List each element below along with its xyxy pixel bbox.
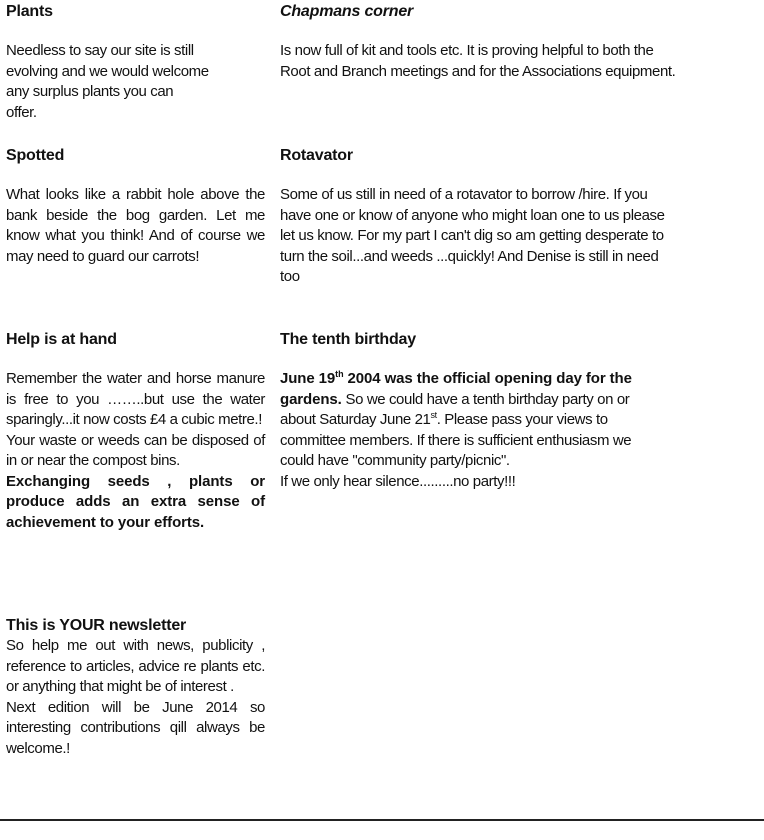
newsletter-heading: This is YOUR newsletter xyxy=(6,617,187,634)
plants-heading: Plants xyxy=(6,3,53,20)
rotavator-line-2: have one or know of anyone who might loan one to us please xyxy=(280,206,665,224)
birthday-line-4: committee members. If there is sufficient enthusiasm we xyxy=(280,431,632,449)
chapmans-section xyxy=(280,1,764,82)
rotavator-heading: Rotavator xyxy=(280,147,353,164)
newsletter-next-edition-text: Next edition will be June 2014 so interesting contributions qill always be welcome.! xyxy=(6,698,265,757)
plants-section xyxy=(6,1,265,123)
plants-line-1: Needless to say our site is still xyxy=(6,42,194,59)
birthday-line-6: If we only hear silence.........no party!!! xyxy=(280,472,516,490)
birthday-line-3-sup: st xyxy=(430,410,437,420)
newsletter-help-text: So help me out with news, publicity , reference to articles, advice re plants etc. or anything that might be of interest . xyxy=(6,637,265,695)
spotted-heading: Spotted xyxy=(6,147,65,164)
birthday-heading: The tenth birthday xyxy=(280,331,416,348)
chapmans-line-1: Is now full of kit and tools etc. It is proving helpful to both the xyxy=(280,42,654,59)
help-exchange-text: Exchanging seeds , plants or produce adds an extra sense of achievement to your efforts. xyxy=(6,472,265,531)
help-waste-text: Your waste or weeds can be disposed of in or near the compost bins. xyxy=(6,431,265,469)
plants-line-4: offer. xyxy=(6,103,37,121)
birthday-line-3 xyxy=(280,410,764,431)
help-water-text: Remember the water and horse manure is free to you ……..but use the water sparingly...it now costs £4 a cubic metre.! xyxy=(6,370,265,428)
birthday-line-3-a: about Saturday June 21 xyxy=(280,411,431,428)
chapmans-heading: Chapmans corner xyxy=(280,3,414,20)
birthday-line-1-b: 2004 was the official opening day for the xyxy=(343,370,632,387)
birthday-line-5: could have "community party/picnic". xyxy=(280,452,510,469)
birthday-line-2-bold: gardens. xyxy=(280,390,342,408)
birthday-line-2-rest: So we could have a tenth birthday party on or xyxy=(341,390,630,408)
rotavator-section xyxy=(280,145,764,288)
birthday-section xyxy=(280,329,764,492)
spotted-section xyxy=(6,145,265,267)
rotavator-line-3: let us know. For my part I can't dig so am getting desperate to xyxy=(280,227,664,244)
rotavator-line-4: turn the soil...and weeds ...quickly! And Denise is still in need xyxy=(280,247,659,265)
help-heading: Help is at hand xyxy=(6,331,117,348)
birthday-line-1-sup: th xyxy=(335,369,344,379)
birthday-line-3-b: . Please pass your views to xyxy=(436,411,608,428)
birthday-line-2 xyxy=(280,390,764,411)
plants-line-3: any surplus plants you can xyxy=(6,83,174,100)
rotavator-line-5: too xyxy=(280,268,300,285)
plants-line-2: evolving and we would welcome xyxy=(6,62,209,80)
help-section xyxy=(6,329,265,533)
birthday-line-1-a: June 19 xyxy=(280,370,336,387)
newsletter-section xyxy=(6,615,265,759)
spotted-text: What looks like a rabbit hole above the bank beside the bog garden. Let me know what you think! And of course we may need to guard our carrots! xyxy=(6,186,265,265)
birthday-line-1 xyxy=(280,369,764,390)
chapmans-line-2: Root and Branch meetings and for the Associations equipment. xyxy=(280,62,676,80)
rotavator-line-1: Some of us still in need of a rotavator to borrow /hire. If you xyxy=(280,186,648,203)
page-bottom-rule xyxy=(0,819,764,821)
